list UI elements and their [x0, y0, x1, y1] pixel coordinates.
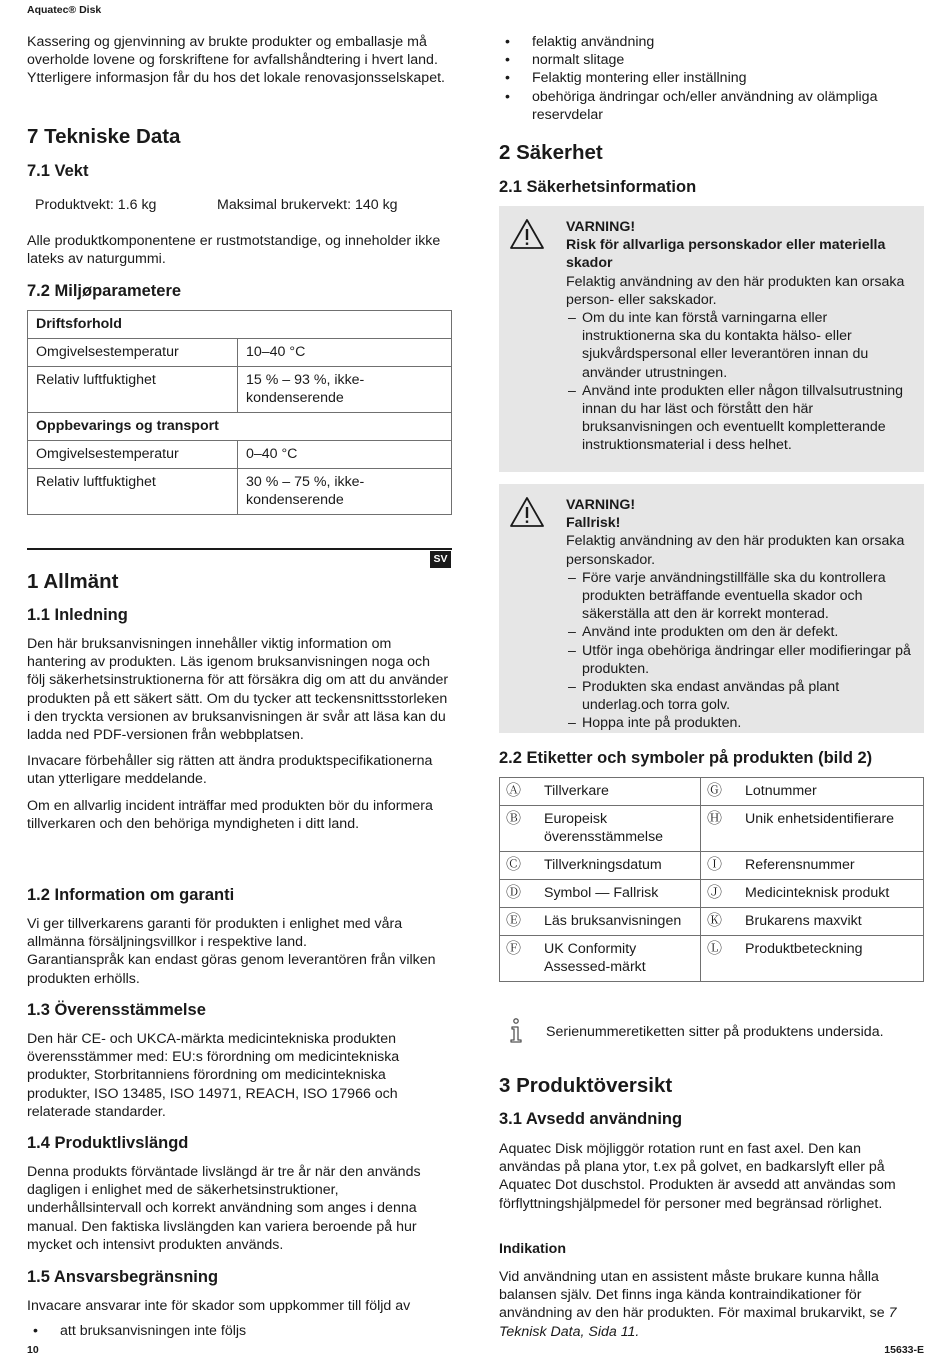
page-number: 10 [27, 1344, 39, 1356]
materials-paragraph [27, 232, 452, 268]
table-row [500, 880, 924, 908]
heading-environment: 7.2 Miljøparametere [27, 282, 182, 300]
document-number: 15633-E [884, 1344, 924, 1356]
warning-title: VARNING! [566, 219, 636, 235]
labels-table [499, 777, 924, 982]
conformity-section [27, 1030, 452, 1121]
op-temp-label: Omgivelsestemperatur [28, 339, 238, 367]
warning-title: VARNING! [566, 497, 636, 513]
label-meaning: UK Conformity Assessed-märkt [538, 936, 701, 982]
table-row [28, 441, 452, 469]
op-humidity-value: 15 % – 93 %, ikke-kondenserende [238, 367, 452, 413]
product-weight: Produktvekt: 1.6 kg [35, 197, 157, 213]
op-humidity-label: Relativ luftfuktighet [28, 367, 238, 413]
label-letter: Ⓔ [500, 908, 539, 936]
heading-intro: 1.1 Inledning [27, 606, 128, 624]
table-row-operating-header [28, 311, 452, 339]
warranty-paragraph-1: Vi ger tillverkarens garanti för produkten i enlighet med våra allmänna försäljningsvillkor i respektive land. [27, 916, 403, 951]
table-row-storage-header [28, 413, 452, 441]
heading-weight: 7.1 Vekt [27, 162, 89, 180]
label-letter: Ⓐ [500, 778, 539, 806]
heading-intended-use: 3.1 Avsedd användning [499, 1110, 683, 1128]
label-meaning: Symbol — Fallrisk [538, 880, 701, 908]
warning-subtitle: Risk för allvarliga personskador eller materiella skador [566, 237, 886, 272]
list-item: – Använd inte produkten om den är defekt. [566, 623, 911, 641]
st-temp-label: Omgivelsestemperatur [28, 441, 238, 469]
liability-paragraph: Invacare ansvarar inte för skador som uppkommer till följd av [27, 1298, 411, 1314]
label-meaning: Lotnummer [739, 778, 924, 806]
list-item: • normalt slitage [499, 51, 924, 69]
info-note: Serienummeretiketten sitter på produktens undersida. [546, 1024, 884, 1040]
warranty-section [27, 915, 452, 988]
heading-liability: 1.5 Ansvarsbegränsning [27, 1268, 219, 1286]
st-temp-value: 0–40 °C [238, 441, 452, 469]
info-icon [508, 1018, 524, 1044]
table-row [28, 339, 452, 367]
warning-triangle-icon [509, 218, 545, 250]
warranty-paragraph-2: Garantianspråk kan endast göras genom leverantören från vilken produkten erhölls. [27, 952, 436, 987]
table-row [28, 469, 452, 515]
warning-text: Felaktig användning av den här produkten kan orsaka personskador. [566, 533, 905, 568]
op-temp-value: 10–40 °C [238, 339, 452, 367]
warning-triangle-icon [509, 496, 545, 528]
conformity-paragraph: Den här CE- och UKCA-märkta medicintekniska produkten överensstämmer med: EU:s förordning om medicintekniska produkter, Storbritanniens förordning om medicintekniska produkter, ISO 13485, ISO 14971, REACH, ISO 17966 och relaterade standarder. [27, 1031, 400, 1120]
heading-safety-info: 2.1 Säkerhetsinformation [499, 178, 697, 196]
heading-conformity: 1.3 Överensstämmelse [27, 1001, 206, 1019]
table-row [500, 852, 924, 880]
warning-text: Felaktig användning av den här produkten kan orsaka person- eller sakskador. [566, 273, 905, 308]
table-row [500, 908, 924, 936]
indication-text: Vid användning utan en assistent måste brukare kunna hålla balansen själv. Det finns inga kända kontraindikationer för användning av den här produkten. För maximal brukarvikt, se [499, 1269, 885, 1322]
label-letter: Ⓗ [701, 806, 740, 852]
heading-general: 1 Allmänt [27, 570, 119, 593]
warning-subtitle: Fallrisk! [566, 515, 621, 532]
disposal-paragraph [27, 33, 452, 88]
intro-paragraph-1: Den här bruksanvisningen innehåller viktig information om hantering av produkten. Läs igenom bruksanvisningen noga och följ säkerhetsinstruktionerna för att försäkra dig om att du använder produkten på ett säkert sätt. Om du tycker att teckensnittsstorleken i den tryckta versionen av bruksanvisningen är svår att läsa kan du ladda ned PDF-versionen från webbplatsen. [27, 636, 449, 744]
operating-header: Driftsforhold [28, 311, 452, 339]
label-meaning: Läs bruksanvisningen [538, 908, 701, 936]
heading-warranty: 1.2 Information om garanti [27, 886, 235, 904]
list-item: • obehöriga ändringar och/eller användning av olämpliga reservdelar [499, 88, 924, 124]
heading-safety: 2 Säkerhet [499, 141, 603, 164]
materials-text: Alle produktkomponentene er rustmotstandige, og inneholder ikke lateks av naturgummi. [27, 233, 441, 268]
st-humidity-value: 30 % – 75 %, ikke-kondenserende [238, 469, 452, 515]
label-meaning: Europeisk överensstämmelse [538, 806, 701, 852]
label-letter: Ⓖ [701, 778, 740, 806]
heading-product-overview: 3 Produktöversikt [499, 1074, 673, 1097]
label-meaning: Tillverkare [538, 778, 701, 806]
liability-list [27, 1322, 452, 1340]
label-letter: Ⓙ [701, 880, 740, 908]
storage-header: Oppbevarings og transport [28, 413, 452, 441]
label-letter: Ⓛ [701, 936, 740, 982]
running-header: Aquatec® Disk [27, 4, 102, 16]
intro-section [27, 635, 452, 833]
list-item: – Utför inga obehöriga ändringar eller modifieringar på produkten. [566, 642, 911, 678]
environment-table [27, 310, 452, 515]
liability-section [27, 1297, 452, 1340]
warning-box-fall-risk [499, 484, 924, 733]
table-row [500, 778, 924, 806]
label-meaning: Unik enhetsidentifierare [739, 806, 924, 852]
label-letter: Ⓚ [701, 908, 740, 936]
intended-use-paragraph: Aquatec Disk möjliggör rotation runt en fast axel. Den kan användas på plana ytor, t.ex på golvet, en badkarslyft eller på Aquatec Dot duschstol. Produkten är avsedd att användas som förflyttningshjälpmedel för personer med begränsad rörlighet. [499, 1141, 896, 1212]
language-tag: SV [430, 551, 451, 568]
label-letter: Ⓕ [500, 936, 539, 982]
table-row [500, 806, 924, 852]
max-user-weight: Maksimal brukervekt: 140 kg [217, 197, 398, 213]
liability-list-continued [499, 33, 924, 124]
list-item: – Hoppa inte på produkten. [566, 714, 911, 732]
label-letter: Ⓓ [500, 880, 539, 908]
list-item: – Före varje användningstillfälle ska du kontrollera produkten beträffande eventuella skador och säkerställa att den är korrekt monterad. [566, 569, 911, 624]
heading-indication: Indikation [499, 1241, 566, 1257]
list-item: – Produkten ska endast användas på plant underlag.och torra golv. [566, 678, 911, 714]
label-letter: Ⓘ [701, 852, 740, 880]
label-letter: Ⓒ [500, 852, 539, 880]
warning-list [566, 569, 911, 733]
indication-paragraph [499, 1268, 924, 1341]
indication-section [499, 1268, 924, 1341]
heading-lifetime: 1.4 Produktlivslängd [27, 1134, 189, 1152]
warning-box-serious-injury [499, 206, 924, 472]
label-meaning: Produktbeteckning [739, 936, 924, 982]
label-meaning: Medicinteknisk produkt [739, 880, 924, 908]
heading-labels-symbols: 2.2 Etiketter och symboler på produkten (bild 2) [499, 749, 873, 767]
heading-tech-data: 7 Tekniske Data [27, 125, 181, 148]
disposal-text: Kassering og gjenvinning av brukte produkter og emballasje må overholde lovene og forskriftene for avfallshåndtering i hvert land. Ytterligere informasjon får du hos det lokale renovasjonsselskapet. [27, 34, 445, 87]
list-item: – Använd inte produkten eller någon tillvalsutrustning innan du har läst och förstått den här bruksanvisningen och eventuellt kompletterande instruktionsmaterial i dess helhet. [566, 382, 911, 455]
list-item: • Felaktig montering eller inställning [499, 69, 924, 87]
label-letter: Ⓑ [500, 806, 539, 852]
cross-reference-link[interactable]: 7 Teknisk Data, Sida 11. [499, 1305, 897, 1340]
warning-list [566, 309, 911, 455]
intro-paragraph-2: Invacare förbehåller sig rätten att ändra produktspecifikationerna utan ytterligare meddelande. [27, 753, 433, 788]
lifetime-section [27, 1163, 452, 1254]
table-row [500, 936, 924, 982]
list-item: – Om du inte kan förstå varningarna eller instruktionerna ska du kontakta hälso- eller sjukvårdspersonal eller leverantören innan du använder utrustningen. [566, 309, 911, 382]
label-meaning: Referensnummer [739, 852, 924, 880]
table-row [28, 367, 452, 413]
lifetime-paragraph: Denna produkts förväntade livslängd är tre år när den används dagligen i enlighet med de säkerhetsinstruktioner, underhållsintervall och korrekt användning som anges i denna manual. Den faktiska livslängden kan variera beroende på hur mycket och intensivt produkten används. [27, 1164, 421, 1253]
intro-paragraph-3: Om en allvarlig incident inträffar med produkten bör du informera tillverkaren och den behöriga myndigheten i ditt land. [27, 797, 433, 832]
st-humidity-label: Relativ luftfuktighet [28, 469, 238, 515]
list-item: • felaktig användning [499, 33, 924, 51]
label-meaning: Tillverkningsdatum [538, 852, 701, 880]
intended-use-section [499, 1140, 924, 1213]
label-meaning: Brukarens maxvikt [739, 908, 924, 936]
language-divider [27, 548, 452, 550]
list-item: • att bruksanvisningen inte följs [27, 1322, 452, 1340]
